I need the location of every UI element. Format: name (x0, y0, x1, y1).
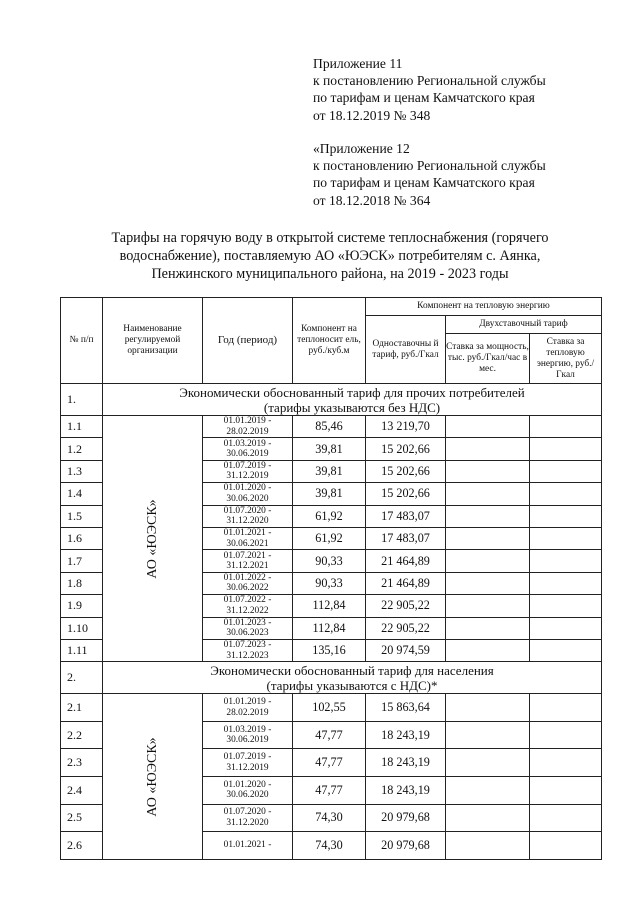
period-start: 01.07.2020 - (223, 505, 272, 516)
carrier-value: 47,77 (293, 721, 366, 749)
heat-rate-value (530, 832, 602, 860)
header-line: Приложение 11 (313, 56, 403, 71)
power-rate-value (446, 483, 530, 505)
power-rate-value (446, 694, 530, 722)
period-end: 28.02.2019 (226, 426, 269, 437)
power-rate-value (446, 832, 530, 860)
period-start: 01.03.2019 - (223, 724, 272, 735)
header-single: Одноставочны й тариф, руб./Гкал (366, 316, 446, 384)
section-title (103, 384, 602, 416)
carrier-value: 90,33 (293, 550, 366, 572)
header-line: от 18.12.2019 № 348 (313, 107, 431, 123)
heat-rate-value (530, 617, 602, 639)
single-rate-value: 20 979,68 (366, 832, 446, 860)
header-line: к постановлению Региональной службы (313, 158, 546, 174)
power-rate-value (446, 721, 530, 749)
period-cell (203, 483, 293, 505)
table-row (61, 416, 602, 438)
row-num: 1.5 (61, 505, 103, 527)
heat-rate-value (530, 595, 602, 617)
power-rate-value (446, 804, 530, 832)
heat-rate-value (530, 416, 602, 438)
period-end: 30.06.2022 (226, 583, 269, 594)
section-num: 1. (61, 384, 103, 416)
heat-rate-value (530, 639, 602, 661)
period-end: 30.06.2019 (226, 735, 269, 746)
document-title (60, 229, 600, 283)
period-end: 31.12.2020 (226, 817, 269, 828)
period-start: 01.01.2021 - (223, 528, 272, 539)
single-rate-value: 18 243,19 (366, 777, 446, 805)
header-org: Наименование регулируемой организации (103, 298, 203, 384)
period-start: 01.07.2022 - (223, 595, 272, 606)
period-end: 30.06.2023 (226, 628, 269, 639)
carrier-value: 112,84 (293, 595, 366, 617)
period-start: 01.01.2021 - (223, 840, 272, 851)
heat-rate-value (530, 550, 602, 572)
carrier-value: 135,16 (293, 639, 366, 661)
period-cell (203, 617, 293, 639)
period-end: 31.12.2020 (226, 516, 269, 527)
single-rate-value: 20 979,68 (366, 804, 446, 832)
appendix-11-header (313, 55, 546, 124)
power-rate-value (446, 777, 530, 805)
carrier-value: 39,81 (293, 438, 366, 460)
row-num: 2.2 (61, 721, 103, 749)
row-num: 1.9 (61, 595, 103, 617)
carrier-value: 85,46 (293, 416, 366, 438)
org-name-cell (103, 694, 203, 860)
header-power: Ставка за мощность, тыс. руб./Гкал/час в мес. (446, 334, 530, 384)
period-cell (203, 460, 293, 482)
header-line: к постановлению Региональной службы (313, 73, 546, 89)
section-title-line: (тарифы указываются с НДС)* (266, 677, 438, 693)
power-rate-value (446, 749, 530, 777)
period-end: 31.12.2023 (226, 650, 269, 661)
single-rate-value: 15 202,66 (366, 483, 446, 505)
period-start: 01.01.2023 - (223, 617, 272, 628)
row-num: 1.11 (61, 639, 103, 661)
period-cell (203, 749, 293, 777)
period-start: 01.01.2020 - (223, 779, 272, 790)
period-cell (203, 694, 293, 722)
carrier-value: 47,77 (293, 777, 366, 805)
section-title (103, 662, 602, 694)
period-cell (203, 804, 293, 832)
single-rate-value: 21 464,89 (366, 550, 446, 572)
title-line: водоснабжение), поставляемую АО «ЮЭСК» потребителям с. Аянка, (119, 248, 541, 264)
power-rate-value (446, 527, 530, 549)
header-heat: Ставка за тепловую энергию, руб./Гкал (530, 334, 602, 384)
period-cell (203, 595, 293, 617)
heat-rate-value (530, 694, 602, 722)
period-end: 31.12.2022 (226, 605, 269, 616)
period-cell (203, 438, 293, 460)
period-end: 28.02.2019 (226, 707, 269, 718)
heat-rate-value (530, 721, 602, 749)
period-end: 31.12.2019 (226, 471, 269, 482)
power-rate-value (446, 572, 530, 594)
period-cell (203, 505, 293, 527)
row-num: 1.1 (61, 416, 103, 438)
row-num: 2.1 (61, 694, 103, 722)
single-rate-value: 13 219,70 (366, 416, 446, 438)
heat-rate-value (530, 527, 602, 549)
single-rate-value: 15 863,64 (366, 694, 446, 722)
table-row (61, 694, 602, 722)
power-rate-value (446, 550, 530, 572)
power-rate-value (446, 416, 530, 438)
period-start: 01.03.2019 - (223, 438, 272, 449)
heat-rate-value (530, 460, 602, 482)
section-title-line: Экономически обоснованный тариф для прочих потребителей (179, 384, 525, 400)
power-rate-value (446, 438, 530, 460)
row-num: 1.6 (61, 527, 103, 549)
power-rate-value (446, 617, 530, 639)
section-row (61, 662, 602, 694)
section-num: 2. (61, 662, 103, 694)
carrier-value: 39,81 (293, 460, 366, 482)
row-num: 2.4 (61, 777, 103, 805)
single-rate-value: 20 974,59 (366, 639, 446, 661)
single-rate-value: 21 464,89 (366, 572, 446, 594)
period-start: 01.01.2020 - (223, 483, 272, 494)
heat-rate-value (530, 483, 602, 505)
period-start: 01.07.2023 - (223, 640, 272, 651)
appendix-12-header (313, 140, 546, 209)
row-num: 2.3 (61, 749, 103, 777)
header-line: от 18.12.2018 № 364 (313, 192, 431, 208)
period-start: 01.01.2019 - (223, 697, 272, 708)
carrier-value: 39,81 (293, 483, 366, 505)
row-num: 1.10 (61, 617, 103, 639)
period-cell (203, 416, 293, 438)
period-start: 01.07.2020 - (223, 807, 272, 818)
heat-rate-value (530, 438, 602, 460)
period-end: 31.12.2021 (226, 561, 269, 572)
heat-rate-value (530, 749, 602, 777)
header-energy: Компонент на тепловую энергию (366, 298, 602, 316)
period-cell (203, 777, 293, 805)
carrier-value: 61,92 (293, 505, 366, 527)
row-num: 1.7 (61, 550, 103, 572)
header-line: по тарифам и ценам Камчатского края (313, 90, 535, 106)
carrier-value: 74,30 (293, 832, 366, 860)
period-end: 30.06.2021 (226, 538, 269, 549)
heat-rate-value (530, 572, 602, 594)
header-line: «Приложение 12 (313, 141, 410, 156)
carrier-value: 112,84 (293, 617, 366, 639)
title-line: Тарифы на горячую воду в открытой системе теплоснабжения (горячего (111, 230, 549, 246)
carrier-value: 90,33 (293, 572, 366, 594)
power-rate-value (446, 639, 530, 661)
period-cell (203, 639, 293, 661)
period-start: 01.01.2019 - (223, 416, 272, 427)
header-num: № п/п (61, 298, 103, 384)
single-rate-value: 17 483,07 (366, 527, 446, 549)
section-row (61, 384, 602, 416)
row-num: 1.4 (61, 483, 103, 505)
single-rate-value: 22 905,22 (366, 617, 446, 639)
period-cell (203, 527, 293, 549)
heat-rate-value (530, 505, 602, 527)
period-cell (203, 721, 293, 749)
row-num: 1.2 (61, 438, 103, 460)
single-rate-value: 18 243,19 (366, 749, 446, 777)
carrier-value: 102,55 (293, 694, 366, 722)
heat-rate-value (530, 804, 602, 832)
org-name-cell (103, 416, 203, 662)
title-line: Пенжинского муниципального района, на 2019 - 2023 годы (151, 266, 509, 282)
period-start: 01.07.2021 - (223, 550, 272, 561)
carrier-value: 74,30 (293, 804, 366, 832)
header-two: Двухставочный тариф (446, 316, 602, 334)
period-end: 30.06.2020 (226, 493, 269, 504)
row-num: 2.6 (61, 832, 103, 860)
section-title-line: (тарифы указываются без НДС) (263, 399, 441, 415)
carrier-value: 61,92 (293, 527, 366, 549)
single-rate-value: 15 202,66 (366, 460, 446, 482)
period-end: 30.06.2020 (226, 790, 269, 801)
period-start: 01.01.2022 - (223, 572, 272, 583)
period-start: 01.07.2019 - (223, 460, 272, 471)
org-name: АО «ЮЭСК» (144, 498, 160, 579)
period-cell (203, 572, 293, 594)
period-end: 31.12.2019 (226, 762, 269, 773)
single-rate-value: 22 905,22 (366, 595, 446, 617)
tariff-table (60, 297, 602, 860)
single-rate-value: 18 243,19 (366, 721, 446, 749)
header-carrier: Компонент на теплоносит ель, руб./куб.м (293, 298, 366, 384)
row-num: 1.8 (61, 572, 103, 594)
heat-rate-value (530, 777, 602, 805)
single-rate-value: 17 483,07 (366, 505, 446, 527)
header-period: Год (период) (203, 298, 293, 384)
period-cell (203, 832, 293, 860)
header-line: по тарифам и ценам Камчатского края (313, 175, 535, 191)
carrier-value: 47,77 (293, 749, 366, 777)
row-num: 2.5 (61, 804, 103, 832)
section-title-line: Экономически обоснованный тариф для населения (210, 662, 494, 678)
single-rate-value: 15 202,66 (366, 438, 446, 460)
org-name: АО «ЮЭСК» (144, 736, 160, 817)
period-cell (203, 550, 293, 572)
period-end: 30.06.2019 (226, 449, 269, 460)
power-rate-value (446, 505, 530, 527)
power-rate-value (446, 460, 530, 482)
row-num: 1.3 (61, 460, 103, 482)
period-start: 01.07.2019 - (223, 752, 272, 763)
power-rate-value (446, 595, 530, 617)
